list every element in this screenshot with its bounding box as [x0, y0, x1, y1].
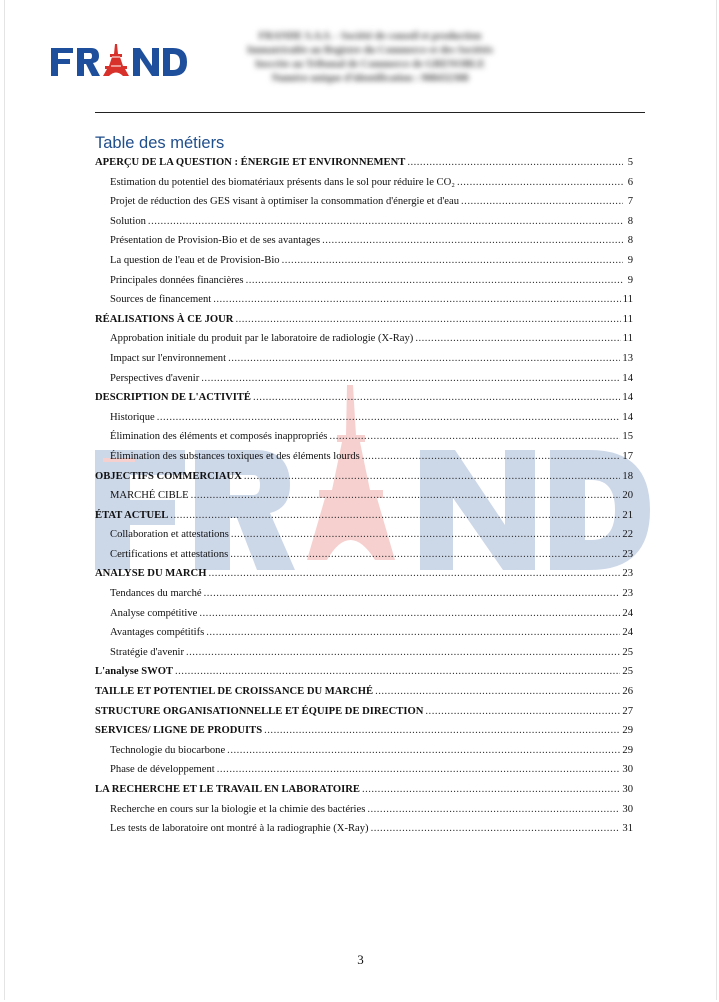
toc-entry-page: 11 — [622, 294, 633, 306]
toc-entry-text: Élimination des substances toxiques et des éléments lourds — [110, 450, 360, 462]
toc-entry[interactable] — [95, 490, 633, 510]
toc-dot-leader — [425, 706, 620, 717]
toc-entry-text: ANALYSE DU MARCH — [95, 568, 207, 580]
toc-entry-page: 21 — [622, 509, 633, 521]
toc-entry-page: 17 — [622, 450, 633, 462]
toc-dot-leader — [199, 608, 620, 619]
toc-dot-leader — [461, 196, 623, 207]
toc-entry-text: L'analyse SWOT — [95, 666, 173, 678]
toc-entry-page: 26 — [622, 686, 633, 698]
toc-entry[interactable] — [95, 706, 633, 726]
toc-entry[interactable] — [95, 784, 633, 804]
toc-entry-page: 23 — [622, 568, 633, 580]
toc-entry-text: Principales données financières — [110, 274, 244, 286]
toc-entry-page: 14 — [622, 411, 633, 423]
header-divider — [95, 112, 645, 113]
toc-entry-text: Les tests de laboratoire ont montré à la radiographie (X-Ray) — [110, 823, 369, 835]
toc-dot-leader — [253, 392, 620, 403]
toc-entry[interactable] — [95, 745, 633, 765]
toc-entry-text: SERVICES/ LIGNE DE PRODUITS — [95, 725, 263, 737]
toc-entry[interactable] — [95, 510, 633, 530]
toc-entry-text: Solution — [110, 215, 146, 227]
toc-entry-page: 18 — [622, 470, 633, 482]
toc-entry-page: 25 — [622, 646, 633, 658]
toc-entry-text: DESCRIPTION DE L'ACTIVITÉ — [95, 392, 251, 404]
toc-entry-text: Certifications et attestations — [110, 548, 229, 560]
toc-entry-text: Historique — [110, 411, 155, 423]
toc-title: Table des métiers — [95, 134, 225, 152]
toc-dot-leader — [228, 353, 620, 364]
document-page — [4, 0, 717, 1000]
toc-dot-leader — [175, 666, 620, 677]
toc-entry[interactable] — [95, 666, 633, 686]
toc-entry-text: Avantages compétitifs — [110, 627, 205, 639]
toc-entry-text: STRUCTURE ORGANISATIONNELLE ET ÉQUIPE DE DIRECTION — [95, 705, 424, 717]
toc-entry-text: Analyse compétitive — [110, 607, 198, 619]
toc-entry-text: Tendances du marché — [110, 588, 202, 600]
toc-entry[interactable] — [95, 529, 633, 549]
toc-dot-leader — [157, 412, 621, 423]
toc-entry-text: Approbation initiale du produit par le laboratoire de radiologie (X-Ray) — [110, 333, 414, 345]
toc-entry-text: Recherche en cours sur la biologie et la chimie des bactéries — [110, 803, 366, 815]
toc-entry-page: 31 — [622, 823, 633, 835]
toc-entry[interactable] — [95, 471, 633, 491]
toc-entry-page: 30 — [622, 764, 633, 776]
toc-entry-page: 20 — [622, 490, 633, 502]
toc-entry-page: 24 — [622, 607, 633, 619]
toc-entry-page: 30 — [622, 803, 633, 815]
toc-entry[interactable] — [95, 412, 633, 432]
toc-entry-page: 7 — [627, 196, 633, 208]
toc-entry[interactable] — [95, 157, 633, 177]
toc-entry-text: Phase de développement — [110, 764, 215, 776]
toc-entry-page: 22 — [622, 529, 633, 541]
toc-entry-page: 14 — [622, 392, 633, 404]
table-of-contents — [95, 157, 633, 843]
toc-entry[interactable] — [95, 725, 633, 745]
toc-entry-page: 23 — [622, 548, 633, 560]
toc-entry[interactable] — [95, 608, 633, 628]
toc-entry[interactable] — [95, 177, 633, 197]
toc-dot-leader — [375, 686, 620, 697]
toc-entry-page: 11 — [622, 313, 633, 325]
toc-entry-text: OBJECTIFS COMMERCIAUX — [95, 470, 242, 482]
toc-dot-leader — [148, 216, 623, 227]
toc-entry[interactable] — [95, 804, 633, 824]
toc-entry-text: LA RECHERCHE ET LE TRAVAIL EN LABORATOIRE — [95, 784, 360, 795]
toc-entry[interactable] — [95, 314, 633, 334]
toc-entry-text: RÉALISATIONS À CE JOUR — [95, 313, 234, 325]
toc-entry[interactable] — [95, 627, 633, 647]
toc-entry[interactable] — [95, 568, 633, 588]
toc-entry[interactable] — [95, 373, 633, 393]
toc-dot-leader — [217, 764, 621, 775]
toc-entry-text: Sources de financement — [110, 294, 212, 306]
toc-entry[interactable] — [95, 686, 633, 706]
toc-entry-text: Projet de réduction des GES visant à optimiser la consommation d'énergie et d'eau — [110, 196, 460, 208]
toc-entry[interactable] — [95, 823, 633, 843]
toc-dot-leader — [201, 373, 620, 384]
toc-dot-leader — [264, 725, 620, 736]
toc-entry-text: Élimination des éléments et composés inappropriés — [110, 431, 328, 443]
toc-entry[interactable] — [95, 549, 633, 569]
toc-entry-page: 13 — [622, 352, 633, 364]
company-header — [210, 30, 530, 86]
toc-entry-page: 30 — [622, 784, 633, 795]
toc-entry-text: ÉTAT ACTUEL — [95, 509, 169, 521]
toc-dot-leader — [329, 431, 620, 442]
company-line-3: Inscrite au Tribunal de Commerce de GRENOBLE — [255, 59, 485, 70]
toc-dot-leader — [367, 804, 620, 815]
toc-entry-text: TAILLE ET POTENTIEL DE CROISSANCE DU MARCHÉ — [95, 686, 374, 698]
toc-entry[interactable] — [95, 235, 633, 255]
toc-entry-text: APERÇU DE LA QUESTION : ÉNERGIE ET ENVIRONNEMENT — [95, 157, 406, 168]
toc-dot-leader — [231, 529, 621, 540]
toc-entry[interactable] — [95, 431, 633, 451]
toc-entry[interactable] — [95, 333, 633, 353]
toc-entry[interactable] — [95, 588, 633, 608]
toc-entry[interactable] — [95, 764, 633, 784]
toc-dot-leader — [282, 255, 623, 266]
toc-dot-leader — [362, 451, 621, 462]
toc-dot-leader — [227, 745, 620, 756]
toc-entry-page: 9 — [627, 274, 633, 286]
toc-dot-leader — [362, 784, 620, 795]
toc-entry-page: 29 — [622, 725, 633, 737]
toc-entry[interactable] — [95, 451, 633, 471]
toc-entry[interactable] — [95, 255, 633, 275]
company-line-1: FRANDE S.A.S. - Société de conseil et production — [258, 31, 482, 42]
toc-entry-text: Estimation du potentiel des biomatériaux présents dans le sol pour réduire le CO₂ — [110, 176, 455, 188]
toc-entry-text: Technologie du biocarbone — [110, 744, 226, 756]
toc-dot-leader — [191, 490, 621, 501]
frand-logo — [49, 42, 189, 82]
toc-entry-text: Perspectives d'avenir — [110, 372, 200, 384]
toc-dot-leader — [407, 157, 623, 168]
toc-entry[interactable] — [95, 392, 633, 412]
toc-dot-leader — [235, 314, 620, 325]
toc-entry-page: 5 — [627, 157, 633, 168]
toc-dot-leader — [204, 588, 621, 599]
toc-entry-page: 11 — [622, 333, 633, 345]
toc-dot-leader — [371, 823, 621, 834]
toc-entry-page: 9 — [627, 254, 633, 266]
toc-entry-text: Impact sur l'environnement — [110, 352, 227, 364]
page-number: 3 — [357, 952, 364, 967]
toc-entry[interactable] — [95, 216, 633, 236]
toc-entry-page: 29 — [622, 744, 633, 756]
toc-entry-page: 25 — [622, 666, 633, 678]
toc-entry-text: Stratégie d'avenir — [110, 646, 184, 658]
toc-entry-page: 23 — [622, 588, 633, 600]
toc-entry-page: 8 — [627, 215, 633, 227]
toc-dot-leader — [206, 627, 620, 638]
toc-entry-page: 14 — [622, 372, 633, 384]
toc-dot-leader — [244, 471, 621, 482]
toc-entry-text: Présentation de Provision-Bio et de ses avantages — [110, 235, 321, 247]
toc-entry-page: 6 — [627, 176, 633, 188]
toc-dot-leader — [457, 177, 623, 188]
toc-entry-page: 24 — [622, 627, 633, 639]
toc-dot-leader — [213, 294, 621, 305]
toc-dot-leader — [170, 510, 620, 521]
toc-entry-page: 8 — [627, 235, 633, 247]
toc-entry-page: 15 — [622, 431, 633, 443]
toc-entry[interactable] — [95, 353, 633, 373]
company-line-4: Numéro unique d'identification : 908432308 — [271, 73, 469, 84]
toc-dot-leader — [246, 275, 623, 286]
toc-dot-leader — [230, 549, 620, 560]
toc-entry-text: Collaboration et attestations — [110, 529, 229, 541]
toc-entry-page: 27 — [622, 705, 633, 717]
toc-entry[interactable] — [95, 275, 633, 295]
company-line-2: Immatriculée au Registre du Commerce et des Sociétés — [246, 45, 493, 56]
toc-dot-leader — [208, 568, 620, 579]
toc-dot-leader — [322, 235, 623, 246]
toc-entry[interactable] — [95, 294, 633, 314]
toc-entry-text: La question de l'eau et de Provision-Bio — [110, 254, 280, 266]
toc-dot-leader — [186, 647, 620, 658]
toc-entry[interactable] — [95, 196, 633, 216]
toc-dot-leader — [415, 333, 620, 344]
logo-graphic — [49, 42, 189, 82]
toc-entry-text: MARCHÉ CIBLE — [110, 490, 189, 502]
toc-entry[interactable] — [95, 647, 633, 667]
